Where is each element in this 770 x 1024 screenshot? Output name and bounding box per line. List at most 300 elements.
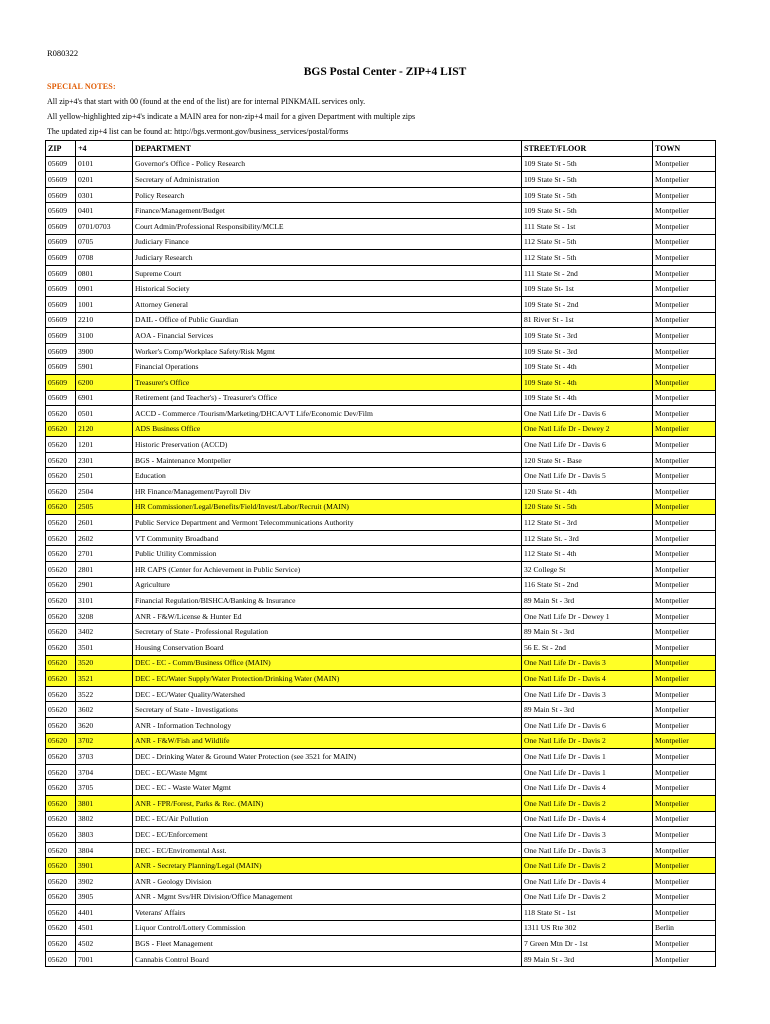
- department-cell: Policy Research: [133, 187, 522, 203]
- plus4-cell: 0705: [76, 234, 133, 250]
- plus4-cell: 3501: [76, 640, 133, 656]
- table-row: [46, 484, 716, 500]
- plus4-cell: 3402: [76, 624, 133, 640]
- plus4-cell: 3521: [76, 671, 133, 687]
- street-floor-cell: One Natl Life Dr - Davis 4: [522, 671, 653, 687]
- table-row: [46, 156, 716, 172]
- town-cell: Montpelier: [653, 437, 716, 453]
- street-floor-cell: 109 State St - 2nd: [522, 296, 653, 312]
- page-title: BGS Postal Center - ZIP+4 LIST: [303, 66, 467, 78]
- table-header-row: [46, 141, 716, 157]
- zip-cell: 05620: [46, 749, 76, 765]
- table-row: [46, 951, 716, 967]
- zip-cell: 05620: [46, 936, 76, 952]
- department-cell: Finance/Management/Budget: [133, 203, 522, 219]
- plus4-cell: 0701/0703: [76, 218, 133, 234]
- plus4-cell: 0708: [76, 250, 133, 266]
- table-row: [46, 374, 716, 390]
- zip-cell: 05620: [46, 686, 76, 702]
- zip-cell: 05620: [46, 437, 76, 453]
- document-id: R080322: [47, 48, 79, 58]
- table-row: [46, 733, 716, 749]
- plus4-cell: 2505: [76, 499, 133, 515]
- town-cell: Montpelier: [653, 811, 716, 827]
- street-floor-cell: One Natl Life Dr - Davis 2: [522, 889, 653, 905]
- plus4-cell: 0201: [76, 172, 133, 188]
- town-cell: Montpelier: [653, 484, 716, 500]
- town-cell: Montpelier: [653, 172, 716, 188]
- department-cell: Judiciary Finance: [133, 234, 522, 250]
- department-cell: Financial Regulation/BISHCA/Banking & Insurance: [133, 593, 522, 609]
- street-floor-cell: One Natl Life Dr - Davis 1: [522, 749, 653, 765]
- table-row: [46, 655, 716, 671]
- plus4-cell: 3705: [76, 780, 133, 796]
- plus4-cell: 4401: [76, 905, 133, 921]
- town-cell: Montpelier: [653, 827, 716, 843]
- department-cell: Secretary of State - Professional Regulation: [133, 624, 522, 640]
- zip-cell: 05609: [46, 312, 76, 328]
- street-floor-cell: 109 State St - 3rd: [522, 328, 653, 344]
- plus4-cell: 0501: [76, 406, 133, 422]
- street-floor-cell: One Natl Life Dr - Davis 2: [522, 858, 653, 874]
- zip-cell: 05609: [46, 250, 76, 266]
- town-cell: Montpelier: [653, 265, 716, 281]
- table-row: [46, 250, 716, 266]
- plus4-cell: 3902: [76, 873, 133, 889]
- town-cell: Montpelier: [653, 156, 716, 172]
- plus4-cell: 4502: [76, 936, 133, 952]
- department-cell: DEC - EC/Enforcement: [133, 827, 522, 843]
- department-cell: AOA - Financial Services: [133, 328, 522, 344]
- town-cell: Montpelier: [653, 593, 716, 609]
- street-floor-cell: One Natl Life Dr - Davis 3: [522, 655, 653, 671]
- town-cell: Montpelier: [653, 795, 716, 811]
- street-floor-cell: 109 State St - 5th: [522, 203, 653, 219]
- plus4-cell: 3620: [76, 717, 133, 733]
- town-cell: Montpelier: [653, 421, 716, 437]
- table-row: [46, 905, 716, 921]
- street-floor-cell: One Natl Life Dr - Davis 2: [522, 795, 653, 811]
- town-cell: Montpelier: [653, 608, 716, 624]
- zip-cell: 05609: [46, 234, 76, 250]
- plus4-cell: 3804: [76, 842, 133, 858]
- zip-cell: 05609: [46, 390, 76, 406]
- table-row: [46, 936, 716, 952]
- zip-cell: 05609: [46, 359, 76, 375]
- plus4-cell: 3101: [76, 593, 133, 609]
- plus4-cell: 3704: [76, 764, 133, 780]
- zip-cell: 05620: [46, 484, 76, 500]
- department-cell: Agriculture: [133, 577, 522, 593]
- department-cell: HR Finance/Management/Payroll Div: [133, 484, 522, 500]
- table-row: [46, 640, 716, 656]
- town-cell: Montpelier: [653, 406, 716, 422]
- department-cell: Historical Society: [133, 281, 522, 297]
- zip-cell: 05609: [46, 328, 76, 344]
- town-cell: Montpelier: [653, 187, 716, 203]
- plus4-cell: 2504: [76, 484, 133, 500]
- department-cell: DEC - Drinking Water & Ground Water Protection (see 3521 for MAIN): [133, 749, 522, 765]
- plus4-cell: 0101: [76, 156, 133, 172]
- town-cell: Montpelier: [653, 515, 716, 531]
- street-floor-cell: 109 State St - 3rd: [522, 343, 653, 359]
- plus4-cell: 3522: [76, 686, 133, 702]
- zip-cell: 05620: [46, 905, 76, 921]
- table-row: [46, 468, 716, 484]
- special-notes-label: SPECIAL NOTES:: [47, 82, 116, 91]
- table-row: [46, 312, 716, 328]
- table-row: [46, 406, 716, 422]
- town-cell: Montpelier: [653, 717, 716, 733]
- table-row: [46, 842, 716, 858]
- town-cell: Montpelier: [653, 936, 716, 952]
- plus4-cell: 0801: [76, 265, 133, 281]
- zip-cell: 05620: [46, 640, 76, 656]
- table-row: [46, 546, 716, 562]
- zip-cell: 05620: [46, 920, 76, 936]
- zip-cell: 05620: [46, 795, 76, 811]
- department-cell: HR CAPS (Center for Achievement in Public Service): [133, 562, 522, 578]
- town-cell: Montpelier: [653, 296, 716, 312]
- table-row: [46, 296, 716, 312]
- street-floor-cell: 32 College St: [522, 562, 653, 578]
- plus4-cell: 6200: [76, 374, 133, 390]
- table-row: [46, 562, 716, 578]
- department-cell: ANR - Mgmt Svs/HR Division/Office Management: [133, 889, 522, 905]
- zip-cell: 05609: [46, 296, 76, 312]
- plus4-cell: 3602: [76, 702, 133, 718]
- table-row: [46, 858, 716, 874]
- department-cell: DEC - EC/Water Supply/Water Protection/Drinking Water (MAIN): [133, 671, 522, 687]
- department-cell: HR Commissioner/Legal/Benefits/Field/Invest/Labor/Recruit (MAIN): [133, 499, 522, 515]
- zip-cell: 05620: [46, 717, 76, 733]
- street-floor-cell: One Natl Life Dr - Davis 5: [522, 468, 653, 484]
- table-row: [46, 187, 716, 203]
- plus4-cell: 3702: [76, 733, 133, 749]
- street-floor-cell: 112 State St - 4th: [522, 546, 653, 562]
- street-floor-cell: 109 State St - 4th: [522, 359, 653, 375]
- town-cell: Montpelier: [653, 530, 716, 546]
- zip-cell: 05609: [46, 187, 76, 203]
- note-highlight: All yellow-highlighted zip+4's indicate a MAIN area for non-zip+4 mail for a given Department with multiple zips: [47, 112, 416, 121]
- zip-cell: 05620: [46, 733, 76, 749]
- table-row: [46, 577, 716, 593]
- plus4-cell: 3703: [76, 749, 133, 765]
- table-row: [46, 218, 716, 234]
- street-floor-cell: 109 State St - 5th: [522, 172, 653, 188]
- note-url: The updated zip+4 list can be found at: http://bgs.vermont.gov/business_services/postal/forms: [47, 127, 349, 136]
- department-cell: ADS Business Office: [133, 421, 522, 437]
- department-cell: DEC - EC/Enviromental Asst.: [133, 842, 522, 858]
- department-cell: DEC - EC - Waste Water Mgmt: [133, 780, 522, 796]
- department-cell: DEC - EC/Water Quality/Watershed: [133, 686, 522, 702]
- town-cell: Montpelier: [653, 577, 716, 593]
- plus4-cell: 0301: [76, 187, 133, 203]
- street-floor-cell: 118 State St - 1st: [522, 905, 653, 921]
- department-cell: Cannabis Control Board: [133, 951, 522, 967]
- town-cell: Montpelier: [653, 234, 716, 250]
- table-body: [46, 156, 716, 967]
- table-row: [46, 515, 716, 531]
- plus4-cell: 3900: [76, 343, 133, 359]
- town-cell: Montpelier: [653, 889, 716, 905]
- zip-cell: 05620: [46, 873, 76, 889]
- department-cell: Supreme Court: [133, 265, 522, 281]
- town-cell: Montpelier: [653, 359, 716, 375]
- street-floor-cell: 120 State St - 5th: [522, 499, 653, 515]
- zip-cell: 05620: [46, 406, 76, 422]
- street-floor-cell: 120 State St - 4th: [522, 484, 653, 500]
- plus4-cell: 2701: [76, 546, 133, 562]
- department-cell: Retirement (and Teacher's) - Treasurer's Office: [133, 390, 522, 406]
- header-town: TOWN: [653, 141, 716, 157]
- department-cell: Judiciary Research: [133, 250, 522, 266]
- town-cell: Montpelier: [653, 873, 716, 889]
- street-floor-cell: 89 Main St - 3rd: [522, 702, 653, 718]
- street-floor-cell: One Natl Life Dr - Davis 4: [522, 873, 653, 889]
- zip-cell: 05620: [46, 624, 76, 640]
- plus4-cell: 0401: [76, 203, 133, 219]
- plus4-cell: 0901: [76, 281, 133, 297]
- table-row: [46, 328, 716, 344]
- department-cell: Secretary of State - Investigations: [133, 702, 522, 718]
- town-cell: Berlin: [653, 920, 716, 936]
- department-cell: ANR - F&W/License & Hunter Ed: [133, 608, 522, 624]
- plus4-cell: 1201: [76, 437, 133, 453]
- zip-cell: 05620: [46, 515, 76, 531]
- town-cell: Montpelier: [653, 733, 716, 749]
- department-cell: Worker's Comp/Workplace Safety/Risk Mgmt: [133, 343, 522, 359]
- street-floor-cell: 116 State St - 2nd: [522, 577, 653, 593]
- header-department: DEPARTMENT: [133, 141, 522, 157]
- department-cell: DEC - EC/Air Pollution: [133, 811, 522, 827]
- town-cell: Montpelier: [653, 203, 716, 219]
- department-cell: Attorney General: [133, 296, 522, 312]
- zip-cell: 05609: [46, 374, 76, 390]
- plus4-cell: 3905: [76, 889, 133, 905]
- department-cell: Historic Preservation (ACCD): [133, 437, 522, 453]
- table-row: [46, 780, 716, 796]
- street-floor-cell: One Natl Life Dr - Davis 6: [522, 717, 653, 733]
- town-cell: Montpelier: [653, 452, 716, 468]
- department-cell: Public Service Department and Vermont Telecommunications Authority: [133, 515, 522, 531]
- table-row: [46, 671, 716, 687]
- street-floor-cell: 112 State St - 5th: [522, 234, 653, 250]
- street-floor-cell: One Natl Life Dr - Davis 6: [522, 437, 653, 453]
- zip-cell: 05609: [46, 343, 76, 359]
- street-floor-cell: One Natl Life Dr - Dewey 1: [522, 608, 653, 624]
- plus4-cell: 2901: [76, 577, 133, 593]
- department-cell: BGS - Fleet Management: [133, 936, 522, 952]
- plus4-cell: 3803: [76, 827, 133, 843]
- street-floor-cell: 81 River St - 1st: [522, 312, 653, 328]
- table-row: [46, 343, 716, 359]
- town-cell: Montpelier: [653, 780, 716, 796]
- street-floor-cell: 112 State St - 5th: [522, 250, 653, 266]
- zip-table: [45, 140, 716, 967]
- department-cell: ANR - F&W/Fish and Wildlife: [133, 733, 522, 749]
- zip-cell: 05620: [46, 546, 76, 562]
- zip-cell: 05609: [46, 281, 76, 297]
- street-floor-cell: One Natl Life Dr - Davis 4: [522, 780, 653, 796]
- town-cell: Montpelier: [653, 951, 716, 967]
- street-floor-cell: 120 State St - Base: [522, 452, 653, 468]
- street-floor-cell: One Natl Life Dr - Davis 3: [522, 842, 653, 858]
- department-cell: BGS - Maintenance Montpelier: [133, 452, 522, 468]
- header-street-floor: STREET/FLOOR: [522, 141, 653, 157]
- header-zip: ZIP: [46, 141, 76, 157]
- department-cell: Liquor Control/Lottery Commission: [133, 920, 522, 936]
- town-cell: Montpelier: [653, 546, 716, 562]
- plus4-cell: 7001: [76, 951, 133, 967]
- town-cell: Montpelier: [653, 842, 716, 858]
- table-row: [46, 795, 716, 811]
- table-row: [46, 452, 716, 468]
- town-cell: Montpelier: [653, 343, 716, 359]
- street-floor-cell: One Natl Life Dr - Davis 4: [522, 811, 653, 827]
- zip-cell: 05609: [46, 203, 76, 219]
- street-floor-cell: 109 State St- 1st: [522, 281, 653, 297]
- zip-cell: 05609: [46, 265, 76, 281]
- town-cell: Montpelier: [653, 468, 716, 484]
- zip-cell: 05620: [46, 827, 76, 843]
- department-cell: DAIL - Office of Public Guardian: [133, 312, 522, 328]
- table-row: [46, 764, 716, 780]
- zip-cell: 05620: [46, 842, 76, 858]
- plus4-cell: 2210: [76, 312, 133, 328]
- town-cell: Montpelier: [653, 764, 716, 780]
- department-cell: Financial Operations: [133, 359, 522, 375]
- department-cell: ACCD - Commerce /Tourism/Marketing/DHCA/VT Life/Economic Dev/Film: [133, 406, 522, 422]
- town-cell: Montpelier: [653, 374, 716, 390]
- plus4-cell: 2501: [76, 468, 133, 484]
- zip-cell: 05620: [46, 951, 76, 967]
- table-row: [46, 811, 716, 827]
- plus4-cell: 3100: [76, 328, 133, 344]
- plus4-cell: 3802: [76, 811, 133, 827]
- street-floor-cell: 112 State St - 3rd: [522, 515, 653, 531]
- plus4-cell: 3520: [76, 655, 133, 671]
- plus4-cell: 1001: [76, 296, 133, 312]
- town-cell: Montpelier: [653, 312, 716, 328]
- zip-cell: 05620: [46, 780, 76, 796]
- zip-cell: 05620: [46, 577, 76, 593]
- town-cell: Montpelier: [653, 562, 716, 578]
- zip-cell: 05620: [46, 499, 76, 515]
- department-cell: Public Utility Commission: [133, 546, 522, 562]
- plus4-cell: 6901: [76, 390, 133, 406]
- town-cell: Montpelier: [653, 390, 716, 406]
- table-row: [46, 203, 716, 219]
- table-row: [46, 421, 716, 437]
- street-floor-cell: 109 State St - 4th: [522, 374, 653, 390]
- department-cell: ANR - Geology Division: [133, 873, 522, 889]
- zip-cell: 05620: [46, 468, 76, 484]
- zip-cell: 05620: [46, 562, 76, 578]
- town-cell: Montpelier: [653, 218, 716, 234]
- street-floor-cell: One Natl Life Dr - Dewey 2: [522, 421, 653, 437]
- town-cell: Montpelier: [653, 671, 716, 687]
- zip-cell: 05620: [46, 530, 76, 546]
- plus4-cell: 3208: [76, 608, 133, 624]
- zip-cell: 05620: [46, 764, 76, 780]
- street-floor-cell: 7 Green Mtn Dr - 1st: [522, 936, 653, 952]
- street-floor-cell: 111 State St - 1st: [522, 218, 653, 234]
- table-row: [46, 624, 716, 640]
- table-row: [46, 593, 716, 609]
- street-floor-cell: 111 State St - 2nd: [522, 265, 653, 281]
- zip-cell: 05609: [46, 172, 76, 188]
- street-floor-cell: 89 Main St - 3rd: [522, 624, 653, 640]
- street-floor-cell: 1311 US Rte 302: [522, 920, 653, 936]
- street-floor-cell: 109 State St - 5th: [522, 156, 653, 172]
- plus4-cell: 2601: [76, 515, 133, 531]
- town-cell: Montpelier: [653, 702, 716, 718]
- department-cell: DEC - EC/Waste Mgmt: [133, 764, 522, 780]
- department-cell: Housing Conservation Board: [133, 640, 522, 656]
- street-floor-cell: 89 Main St - 3rd: [522, 593, 653, 609]
- town-cell: Montpelier: [653, 749, 716, 765]
- zip-cell: 05620: [46, 593, 76, 609]
- table-row: [46, 749, 716, 765]
- header-plus4: +4: [76, 141, 133, 157]
- zip-cell: 05620: [46, 655, 76, 671]
- department-cell: Court Admin/Professional Responsibility/MCLE: [133, 218, 522, 234]
- table-row: [46, 359, 716, 375]
- note-pinkmail: All zip+4's that start with 00 (found at the end of the list) are for internal PINKMAIL services only.: [47, 97, 366, 106]
- zip-cell: 05620: [46, 889, 76, 905]
- town-cell: Montpelier: [653, 655, 716, 671]
- department-cell: Treasurer's Office: [133, 374, 522, 390]
- street-floor-cell: 112 State St. - 3rd: [522, 530, 653, 546]
- department-cell: ANR - Secretary Planning/Legal (MAIN): [133, 858, 522, 874]
- street-floor-cell: One Natl Life Dr - Davis 3: [522, 686, 653, 702]
- department-cell: DEC - EC - Comm/Business Office (MAIN): [133, 655, 522, 671]
- street-floor-cell: One Natl Life Dr - Davis 1: [522, 764, 653, 780]
- department-cell: ANR - FPR/Forest, Parks & Rec. (MAIN): [133, 795, 522, 811]
- street-floor-cell: One Natl Life Dr - Davis 3: [522, 827, 653, 843]
- town-cell: Montpelier: [653, 499, 716, 515]
- zip-cell: 05620: [46, 421, 76, 437]
- table-row: [46, 437, 716, 453]
- plus4-cell: 4501: [76, 920, 133, 936]
- plus4-cell: 2301: [76, 452, 133, 468]
- department-cell: Governor's Office - Policy Research: [133, 156, 522, 172]
- table-row: [46, 499, 716, 515]
- plus4-cell: 3801: [76, 795, 133, 811]
- street-floor-cell: 56 E. St - 2nd: [522, 640, 653, 656]
- town-cell: Montpelier: [653, 281, 716, 297]
- department-cell: Education: [133, 468, 522, 484]
- table-row: [46, 702, 716, 718]
- town-cell: Montpelier: [653, 905, 716, 921]
- table-row: [46, 608, 716, 624]
- table-row: [46, 889, 716, 905]
- zip-cell: 05620: [46, 811, 76, 827]
- zip-cell: 05609: [46, 218, 76, 234]
- table-row: [46, 234, 716, 250]
- street-floor-cell: 109 State St - 5th: [522, 187, 653, 203]
- zip-cell: 05609: [46, 156, 76, 172]
- street-floor-cell: One Natl Life Dr - Davis 2: [522, 733, 653, 749]
- street-floor-cell: 109 State St - 4th: [522, 390, 653, 406]
- department-cell: Veterans' Affairs: [133, 905, 522, 921]
- table-row: [46, 717, 716, 733]
- street-floor-cell: One Natl Life Dr - Davis 6: [522, 406, 653, 422]
- town-cell: Montpelier: [653, 624, 716, 640]
- street-floor-cell: 89 Main St - 3rd: [522, 951, 653, 967]
- table-row: [46, 390, 716, 406]
